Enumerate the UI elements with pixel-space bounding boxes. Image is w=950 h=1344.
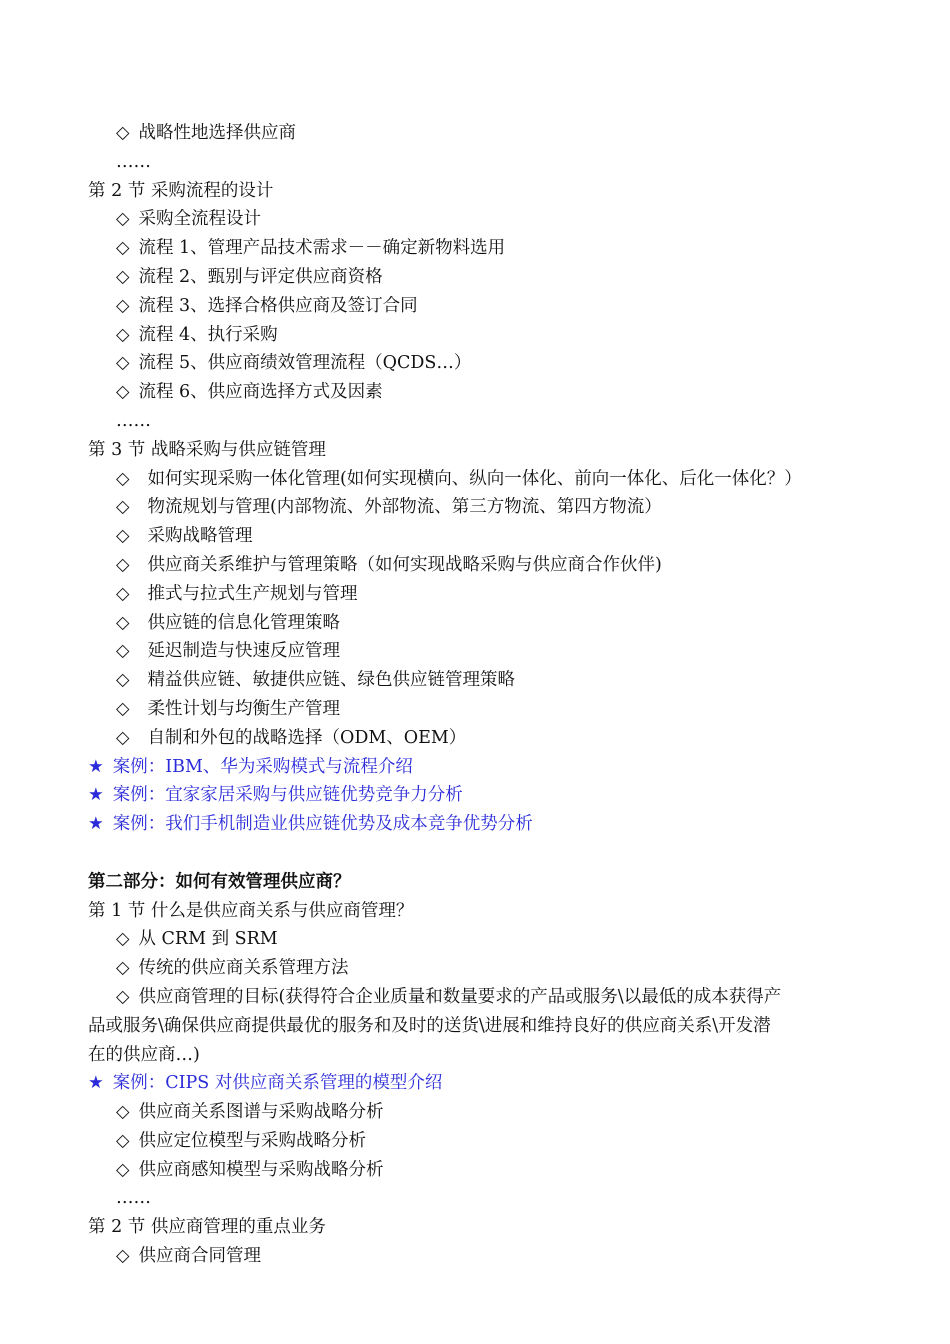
diamond-bullet-icon: ◇	[116, 123, 130, 143]
diamond-bullet-icon: ◇	[116, 324, 130, 345]
star-icon: ★	[88, 756, 104, 777]
list-item: ◇ 供应商合同管理	[88, 1242, 878, 1271]
diamond-bullet-icon: ◇	[116, 986, 130, 1007]
diamond-bullet-icon: ◇	[116, 468, 130, 489]
list-item: ◇ 供应定位模型与采购战略分析	[88, 1127, 878, 1156]
list-item: ◇ 如何实现采购一体化管理(如何实现横向、纵向一体化、前向一体化、后化一体化？）	[88, 465, 878, 494]
diamond-bullet-icon: ◇	[116, 583, 130, 604]
list-item: ◇ 柔性计划与均衡生产管理	[88, 695, 878, 724]
diamond-bullet-icon: ◇	[116, 1159, 130, 1180]
list-item: ◇ 物流规划与管理(内部物流、外部物流、第三方物流、第四方物流）	[88, 493, 878, 522]
list-item: ◇ 供应商关系图谱与采购战略分析	[88, 1098, 878, 1127]
diamond-bullet-icon: ◇	[116, 497, 130, 518]
goal-paragraph: ◇ 供应商管理的目标(获得符合企业质量和数量要求的产品或服务\以最低的成本获得产 品或服务\确保供应商提供最优的服务和及时的送货\进展和维持良好的供应商关系\开发潜 在的供应商…)	[88, 983, 878, 1069]
diamond-bullet-icon: ◇	[116, 554, 130, 575]
diamond-bullet-icon: ◇	[116, 382, 130, 403]
list-item: ◇ 流程 4、执行采购	[88, 321, 878, 350]
list-item: ◇ 流程 3、选择合格供应商及签订合同	[88, 292, 878, 321]
section-title: 第 3 节 战略采购与供应链管理	[88, 439, 326, 460]
star-icon: ★	[88, 1073, 104, 1094]
section-title: 第 2 节 供应商管理的重点业务	[88, 1217, 326, 1238]
diamond-bullet-icon: ◇	[116, 295, 130, 316]
diamond-bullet-icon: ◇	[116, 670, 130, 691]
list-item: ◇ 供应链的信息化管理策略	[88, 609, 878, 638]
case-item: ★ 案例：我们手机制造业供应链优势及成本竞争优势分析	[88, 814, 533, 835]
list-item: ◇ 流程 6、供应商选择方式及因素	[88, 378, 878, 407]
diamond-bullet-icon: ◇	[116, 209, 130, 230]
blank-line	[88, 839, 878, 868]
section-title: 第 2 节 采购流程的设计	[88, 180, 274, 201]
list-item: ◇ 自制和外包的战略选择（ODM、OEM）	[88, 724, 878, 753]
diamond-bullet-icon: ◇	[116, 238, 130, 259]
diamond-bullet-icon: ◇	[116, 641, 130, 662]
list-item: ◇ 供应商感知模型与采购战略分析	[88, 1156, 878, 1185]
part-title: 第二部分：如何有效管理供应商？	[88, 871, 351, 892]
diamond-bullet-icon: ◇	[116, 526, 130, 547]
list-item: ◇ 精益供应链、敏捷供应链、绿色供应链管理策略	[88, 666, 878, 695]
ellipsis: ……	[116, 151, 151, 172]
case-item: ★ 案例：IBM、华为采购模式与流程介绍	[88, 756, 413, 777]
list-item: ◇ 传统的供应商关系管理方法	[88, 954, 878, 983]
list-item: ◇ 供应商关系维护与管理策略（如何实现战略采购与供应商合作伙伴)	[88, 551, 878, 580]
list-item: ◇ 流程 2、甄别与评定供应商资格	[88, 263, 878, 292]
list-item: ◇ 采购战略管理	[88, 522, 878, 551]
section-title: 第 1 节 什么是供应商关系与供应商管理？	[88, 900, 414, 921]
list-item: ◇ 战略性地选择供应商	[88, 119, 878, 148]
diamond-bullet-icon: ◇	[116, 612, 130, 633]
diamond-bullet-icon: ◇	[116, 266, 130, 287]
list-item: ◇ 从 CRM 到 SRM	[88, 925, 878, 954]
diamond-bullet-icon: ◇	[116, 698, 130, 719]
star-icon: ★	[88, 814, 104, 835]
diamond-bullet-icon: ◇	[116, 727, 130, 748]
diamond-bullet-icon: ◇	[116, 1130, 130, 1151]
list-item: ◇ 延迟制造与快速反应管理	[88, 637, 878, 666]
list-item: ◇ 流程 1、管理产品技术需求－－确定新物料选用	[88, 234, 878, 263]
document-page	[88, 119, 878, 1271]
list-item: ◇ 采购全流程设计	[88, 205, 878, 234]
ellipsis: ……	[116, 1188, 151, 1209]
list-item: ◇ 推式与拉式生产规划与管理	[88, 580, 878, 609]
diamond-bullet-icon: ◇	[116, 1246, 130, 1267]
diamond-bullet-icon: ◇	[116, 1102, 130, 1123]
diamond-bullet-icon: ◇	[116, 929, 130, 950]
diamond-bullet-icon: ◇	[116, 353, 130, 374]
list-item: ◇ 流程 5、供应商绩效管理流程（QCDS…）	[88, 349, 878, 378]
case-item: ★ 案例：宜家家居采购与供应链优势竞争力分析	[88, 785, 463, 806]
ellipsis: ……	[116, 410, 151, 431]
case-item: ★ 案例：CIPS 对供应商关系管理的模型介绍	[88, 1073, 443, 1094]
diamond-bullet-icon: ◇	[116, 958, 130, 979]
star-icon: ★	[88, 785, 104, 806]
